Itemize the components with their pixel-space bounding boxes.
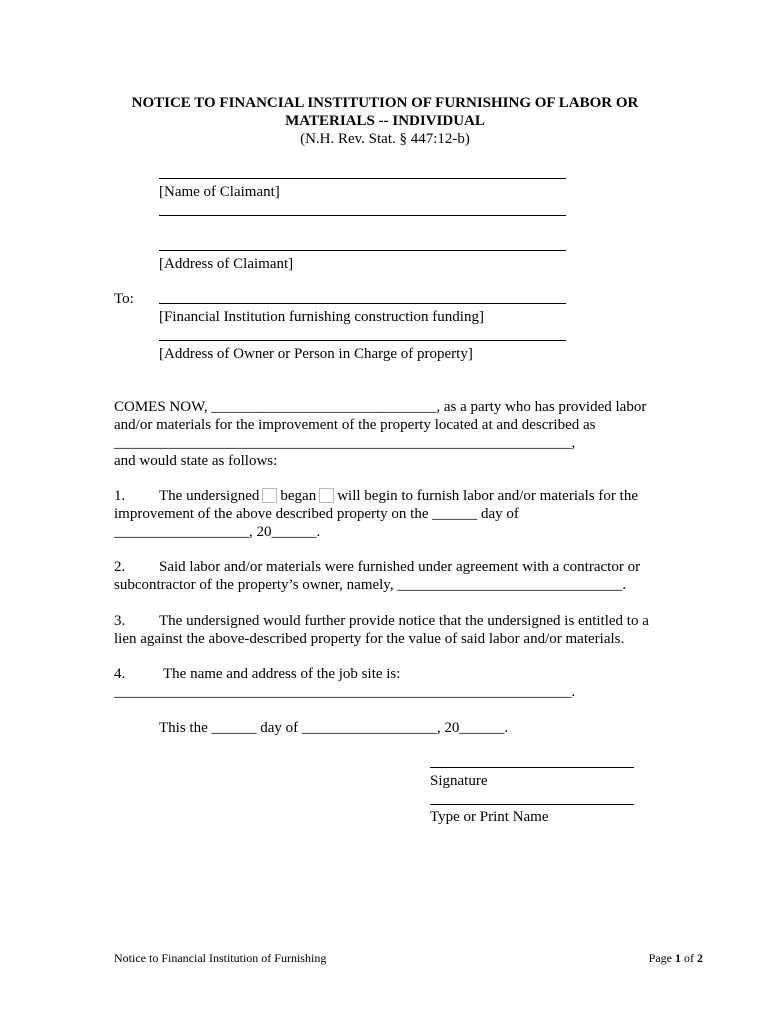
document-title-line-2: MATERIALS -- INDIVIDUAL bbox=[285, 113, 485, 129]
comes-now-line-1: COMES NOW, ______________________________, as a party who has provided labor bbox=[114, 399, 647, 415]
paragraph-4-number: 4. bbox=[114, 666, 126, 682]
institution-label: [Financial Institution furnishing construction funding] bbox=[159, 309, 484, 325]
owner-address-label: [Address of Owner or Person in Charge of property] bbox=[159, 346, 473, 362]
paragraph-1-number: 1. bbox=[114, 488, 126, 504]
will-begin-checkbox[interactable] bbox=[319, 488, 334, 503]
paragraph-3-line-2: lien against the above-described property for the value of said labor and/or materials. bbox=[114, 631, 625, 647]
paragraph-3-number: 3. bbox=[114, 613, 126, 629]
institution-line[interactable] bbox=[159, 303, 566, 304]
comes-now-line-2: and/or materials for the improvement of the property located at and described as bbox=[114, 417, 596, 433]
paragraph-1-line-2: improvement of the above described property on the ______ day of bbox=[114, 506, 519, 522]
paragraph-1-line-3: __________________, 20______. bbox=[114, 524, 321, 540]
document-title-line-1: NOTICE TO FINANCIAL INSTITUTION OF FURNISHING OF LABOR OR bbox=[131, 95, 639, 111]
claimant-address-label: [Address of Claimant] bbox=[159, 256, 294, 272]
paragraph-1-prefix: The undersigned bbox=[159, 488, 260, 504]
paragraph-4-line-2: _____________________________________________________________. bbox=[114, 684, 576, 700]
statute-reference: (N.H. Rev. Stat. § 447:12-b) bbox=[300, 131, 470, 147]
print-name-line[interactable] bbox=[430, 804, 634, 805]
paragraph-3-line-1: The undersigned would further provide notice that the undersigned is entitled to a bbox=[159, 613, 649, 629]
began-checkbox[interactable] bbox=[262, 488, 277, 503]
began-label: began bbox=[280, 488, 317, 504]
page-total: 2 bbox=[697, 951, 703, 965]
page-of: of bbox=[681, 951, 697, 965]
claimant-address-line[interactable] bbox=[159, 250, 566, 251]
date-line: This the ______ day of __________________, 20______. bbox=[159, 720, 509, 736]
footer-document-name: Notice to Financial Institution of Furnishing bbox=[114, 951, 327, 965]
will-begin-label: will begin to furnish labor and/or materials for the bbox=[337, 488, 638, 504]
claimant-name-line-2[interactable] bbox=[159, 215, 566, 216]
paragraph-2-number: 2. bbox=[114, 559, 126, 575]
owner-address-line[interactable] bbox=[159, 340, 566, 341]
paragraph-4-line-1: The name and address of the job site is: bbox=[163, 666, 401, 682]
footer-page-number bbox=[649, 949, 703, 967]
claimant-name-line[interactable] bbox=[159, 178, 566, 179]
signature-label: Signature bbox=[430, 773, 488, 789]
claimant-name-label: [Name of Claimant] bbox=[159, 184, 280, 200]
paragraph-2-line-2: subcontractor of the property’s owner, namely, ______________________________. bbox=[114, 577, 627, 593]
page-current: 1 bbox=[675, 951, 681, 965]
paragraph-1-line-1 bbox=[159, 487, 638, 505]
print-name-label: Type or Print Name bbox=[430, 809, 549, 825]
paragraph-2-line-1: Said labor and/or materials were furnished under agreement with a contractor or bbox=[159, 559, 641, 575]
to-label: To: bbox=[114, 291, 134, 307]
page-prefix: Page bbox=[648, 951, 675, 965]
comes-now-line-3: _____________________________________________________________, bbox=[114, 435, 576, 451]
comes-now-line-4: and would state as follows: bbox=[114, 453, 278, 469]
signature-line[interactable] bbox=[430, 767, 634, 768]
